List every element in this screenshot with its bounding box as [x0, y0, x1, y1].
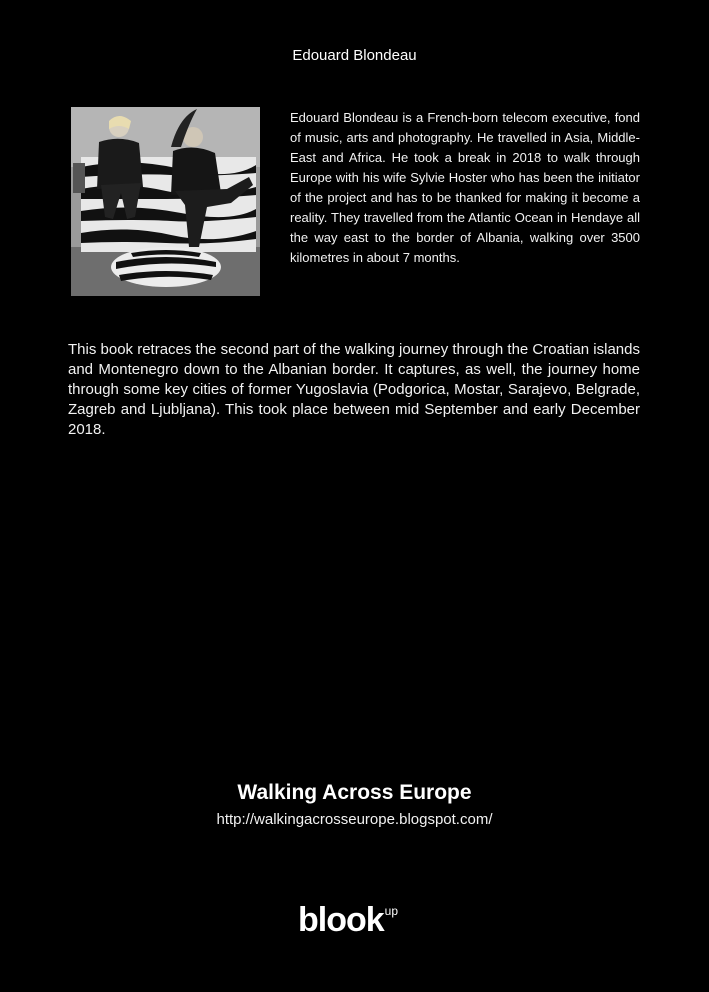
- publisher-logo-text: blook: [298, 901, 384, 939]
- author-bio: Edouard Blondeau is a French-born telecom executive, fond of music, arts and photography. He travelled in Asia, Middle-East and Africa. He took a break in 2018 to walk through Europe with his wife Sylvie Hoster who has been the initiator of the project and has to be thanked for making it become a reality. They travelled from the Atlantic Ocean in Hendaye all the way east to the border of Albania, walking over 3500 kilometres in about 7 months.: [290, 110, 640, 265]
- publisher-logo: [298, 900, 398, 940]
- author-couple-photo-icon: [71, 107, 260, 296]
- book-title: Walking Across Europe: [237, 781, 472, 804]
- author-name: Edouard Blondeau: [292, 47, 417, 64]
- publisher-logo-superscript: up: [384, 904, 399, 918]
- book-url[interactable]: http://walkingacrosseurope.blogspot.com/: [216, 811, 493, 828]
- book-summary: This book retraces the second part of the walking journey through the Croatian islands and Montenegro down to the Albanian border. It captures, as well, the journey home through some key cities of former Yugoslavia (Podgorica, Mostar, Sarajevo, Belgrade, Zagreb and Ljubljana). This took place between mid September and early December 2018.: [68, 341, 640, 438]
- author-photo: [71, 107, 260, 296]
